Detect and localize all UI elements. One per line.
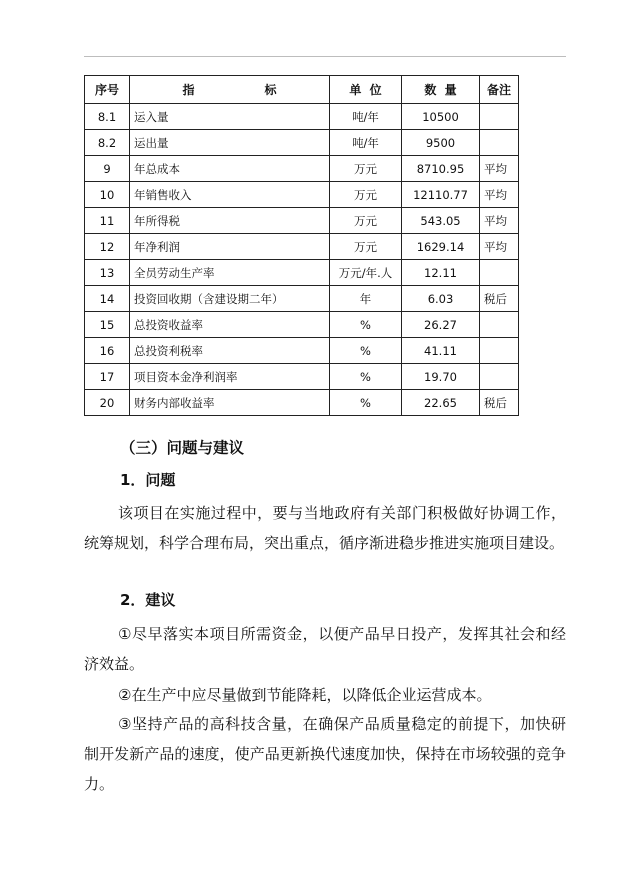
- row-unit: 吨/年: [330, 104, 402, 130]
- header-no: 序号: [85, 76, 130, 104]
- row-indicator: 总投资利税率: [130, 338, 330, 364]
- row-no: 20: [85, 390, 130, 416]
- table-row: [85, 312, 519, 338]
- row-quantity: 10500: [402, 104, 480, 130]
- subheading-suggestion: 2．建议: [120, 591, 176, 609]
- row-note: 平均: [480, 156, 519, 182]
- header-indicator: [130, 76, 330, 104]
- table-row: [85, 260, 519, 286]
- row-quantity: 1629.14: [402, 234, 480, 260]
- paragraph-suggestion-2: ②在生产中应尽量做到节能降耗，以降低企业运营成本。: [118, 686, 492, 704]
- row-no: 12: [85, 234, 130, 260]
- row-indicator: 年总成本: [130, 156, 330, 182]
- row-quantity: 12.11: [402, 260, 480, 286]
- table-header-row: [85, 76, 519, 104]
- row-indicator: 年净利润: [130, 234, 330, 260]
- row-no: 8.2: [85, 130, 130, 156]
- table-row: [85, 130, 519, 156]
- row-no: 9: [85, 156, 130, 182]
- table-row: [85, 286, 519, 312]
- row-quantity: 41.11: [402, 338, 480, 364]
- section-heading: （三）问题与建议: [120, 439, 245, 457]
- row-unit: 万元: [330, 208, 402, 234]
- row-no: 16: [85, 338, 130, 364]
- row-quantity: 543.05: [402, 208, 480, 234]
- row-unit: 万元: [330, 156, 402, 182]
- subheading-problem: 1．问题: [120, 471, 176, 489]
- row-no: 11: [85, 208, 130, 234]
- header-unit: 单 位: [330, 76, 402, 104]
- row-no: 13: [85, 260, 130, 286]
- row-note: [480, 130, 519, 156]
- row-indicator: 总投资收益率: [130, 312, 330, 338]
- row-note: 平均: [480, 208, 519, 234]
- row-indicator: 项目资本金净利润率: [130, 364, 330, 390]
- row-unit: 年: [330, 286, 402, 312]
- row-no: 10: [85, 182, 130, 208]
- row-note: 税后: [480, 390, 519, 416]
- header-indicator-a: 指: [182, 83, 195, 97]
- row-unit: 吨/年: [330, 130, 402, 156]
- indicator-table: [84, 75, 519, 416]
- row-indicator: 年销售收入: [130, 182, 330, 208]
- row-quantity: 22.65: [402, 390, 480, 416]
- row-note: [480, 364, 519, 390]
- table-row: [85, 156, 519, 182]
- row-unit: %: [330, 390, 402, 416]
- row-note: 税后: [480, 286, 519, 312]
- row-unit: 万元/年.人: [330, 260, 402, 286]
- row-quantity: 19.70: [402, 364, 480, 390]
- row-unit: %: [330, 364, 402, 390]
- row-indicator: 财务内部收益率: [130, 390, 330, 416]
- table-row: [85, 338, 519, 364]
- row-indicator: 全员劳动生产率: [130, 260, 330, 286]
- row-note: [480, 104, 519, 130]
- table-row: [85, 364, 519, 390]
- row-indicator: 运入量: [130, 104, 330, 130]
- table-row: [85, 182, 519, 208]
- row-quantity: 8710.95: [402, 156, 480, 182]
- table-row: [85, 390, 519, 416]
- table-row: [85, 234, 519, 260]
- header-indicator-b: 标: [264, 83, 277, 97]
- paragraph-suggestion-1: ①尽早落实本项目所需资金，以便产品早日投产，发挥其社会和经济效益。: [84, 625, 566, 673]
- row-unit: %: [330, 312, 402, 338]
- row-no: 8.1: [85, 104, 130, 130]
- row-note: [480, 312, 519, 338]
- row-no: 17: [85, 364, 130, 390]
- row-quantity: 6.03: [402, 286, 480, 312]
- table-row: [85, 104, 519, 130]
- paragraph-suggestion-3: ③坚持产品的高科技含量，在确保产品质量稳定的前提下，加快研制开发新产品的速度，使产品更新换代速度加快，保持在市场较强的竞争力。: [84, 715, 566, 793]
- table-row: [85, 208, 519, 234]
- header-quantity: 数 量: [402, 76, 480, 104]
- row-no: 14: [85, 286, 130, 312]
- row-unit: %: [330, 338, 402, 364]
- header-note: 备注: [480, 76, 519, 104]
- row-no: 15: [85, 312, 130, 338]
- row-indicator: 投资回收期（含建设期二年）: [130, 286, 330, 312]
- row-indicator: 年所得税: [130, 208, 330, 234]
- paragraph-problem: 该项目在实施过程中，要与当地政府有关部门积极做好协调工作，统筹规划，科学合理布局，突出重点，循序渐进稳步推进实施项目建设。: [84, 504, 566, 552]
- row-quantity: 12110.77: [402, 182, 480, 208]
- row-note: 平均: [480, 182, 519, 208]
- row-quantity: 9500: [402, 130, 480, 156]
- row-note: 平均: [480, 234, 519, 260]
- row-note: [480, 338, 519, 364]
- page-header-rule: [84, 56, 566, 57]
- row-unit: 万元: [330, 234, 402, 260]
- row-unit: 万元: [330, 182, 402, 208]
- row-note: [480, 260, 519, 286]
- row-quantity: 26.27: [402, 312, 480, 338]
- row-indicator: 运出量: [130, 130, 330, 156]
